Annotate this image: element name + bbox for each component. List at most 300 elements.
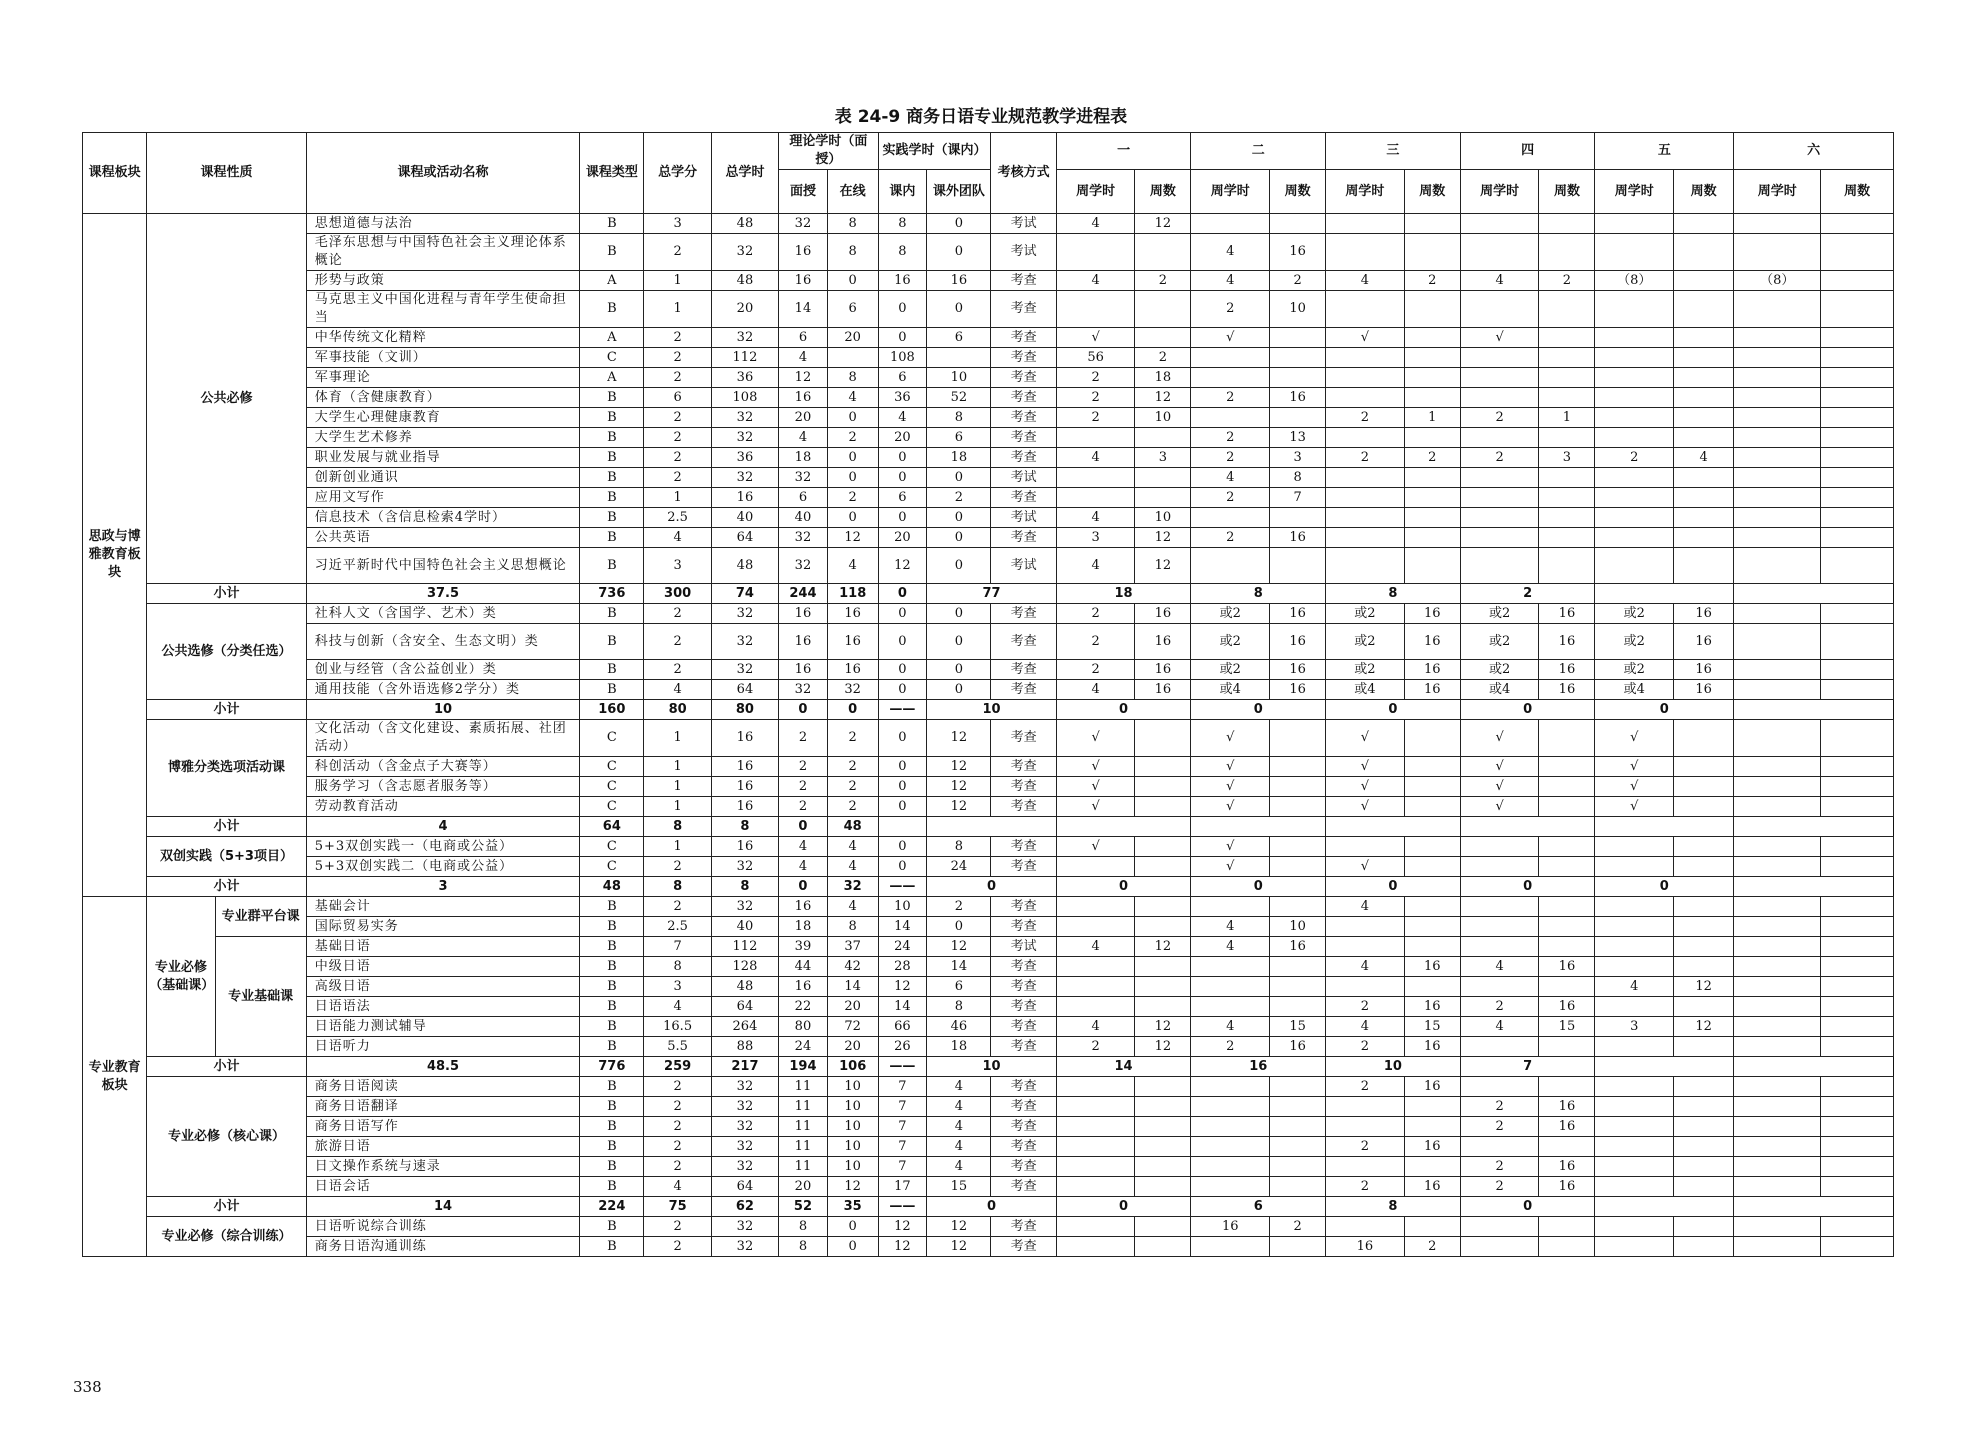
value-cell [1539, 291, 1595, 328]
value-cell [1460, 234, 1539, 271]
value-cell: 4 [1326, 271, 1405, 291]
value-cell [1595, 488, 1674, 508]
value-cell [1404, 857, 1460, 877]
course-name-cell: 军事技能（文训） [306, 348, 579, 368]
course-name-cell: 商务日语翻译 [306, 1097, 579, 1117]
table-row [83, 797, 1894, 817]
value-cell [1326, 837, 1405, 857]
value-cell: 1 [644, 720, 711, 757]
value-cell [1674, 328, 1734, 348]
value-cell [1674, 348, 1734, 368]
value-cell: 2 [1460, 448, 1539, 468]
value-cell [1056, 488, 1135, 508]
header-semester: 六 [1734, 133, 1894, 170]
subtotal-semester-cell [927, 817, 1056, 837]
value-cell: 6 [827, 291, 878, 328]
value-cell: 2 [644, 368, 711, 388]
value-cell: √ [1191, 328, 1270, 348]
value-cell: 2 [644, 660, 711, 680]
value-cell [1539, 548, 1595, 584]
table-row [83, 917, 1894, 937]
value-cell [1734, 837, 1821, 857]
value-cell [1326, 508, 1405, 528]
value-cell: 32 [711, 408, 778, 428]
value-cell [1270, 408, 1326, 428]
value-cell: 14 [878, 917, 927, 937]
header-sub: 周学时 [1056, 170, 1135, 214]
value-cell: 8 [878, 234, 927, 271]
value-cell: 2 [1135, 348, 1191, 368]
course-name-cell: 日语听力 [306, 1037, 579, 1057]
value-cell: 32 [827, 680, 878, 700]
value-cell: B [580, 1017, 644, 1037]
table-row [83, 757, 1894, 777]
value-cell: 7 [878, 1117, 927, 1137]
value-cell: 48 [711, 271, 778, 291]
subtotal-cell: 48 [827, 817, 878, 837]
value-cell: 2 [644, 448, 711, 468]
subtotal-cell: —— [878, 700, 927, 720]
value-cell [1404, 368, 1460, 388]
value-cell: B [580, 548, 644, 584]
value-cell: 1 [644, 488, 711, 508]
value-cell [1595, 1077, 1674, 1097]
subtotal-row [83, 1057, 1894, 1077]
value-cell [1674, 1117, 1734, 1137]
value-cell: 18 [927, 448, 991, 468]
value-cell [1539, 777, 1595, 797]
value-cell [1595, 1037, 1674, 1057]
value-cell: 32 [711, 857, 778, 877]
value-cell: 108 [711, 388, 778, 408]
value-cell: 4 [779, 428, 828, 448]
subtotal-label: 小计 [147, 817, 307, 837]
value-cell: 128 [711, 957, 778, 977]
value-cell: 2 [1191, 488, 1270, 508]
value-cell [1191, 957, 1270, 977]
value-cell: 11 [779, 1157, 828, 1177]
value-cell: 2.5 [644, 508, 711, 528]
value-cell: 2 [1326, 1137, 1405, 1157]
value-cell: 15 [1270, 1017, 1326, 1037]
table-row [83, 660, 1894, 680]
value-cell: 或4 [1595, 680, 1674, 700]
value-cell: 20 [878, 528, 927, 548]
value-cell [1270, 1077, 1326, 1097]
value-cell [1326, 468, 1405, 488]
value-cell [1734, 957, 1821, 977]
course-name-cell: 科创活动（含金点子大赛等） [306, 757, 579, 777]
value-cell: 48 [711, 977, 778, 997]
value-cell [1674, 1077, 1734, 1097]
value-cell: 2 [1326, 448, 1405, 468]
value-cell [1404, 917, 1460, 937]
value-cell [1056, 291, 1135, 328]
value-cell: 0 [927, 624, 991, 660]
value-cell: 4 [927, 1117, 991, 1137]
value-cell [1404, 720, 1460, 757]
value-cell: 0 [878, 680, 927, 700]
value-cell [1135, 1177, 1191, 1197]
subtotal-semester-cell [1326, 817, 1461, 837]
value-cell [1460, 1217, 1539, 1237]
value-cell [1056, 1157, 1135, 1177]
value-cell: 12 [1135, 388, 1191, 408]
value-cell: 32 [711, 468, 778, 488]
value-cell: √ [1056, 837, 1135, 857]
header-name: 课程或活动名称 [306, 133, 579, 214]
value-cell: 32 [779, 468, 828, 488]
value-cell [1821, 917, 1894, 937]
value-cell [1821, 1177, 1894, 1197]
value-cell: A [580, 368, 644, 388]
value-cell [1674, 1037, 1734, 1057]
value-cell: （8） [1734, 271, 1821, 291]
table-row [83, 1097, 1894, 1117]
value-cell: 0 [827, 1217, 878, 1237]
value-cell: C [580, 720, 644, 757]
value-cell: 24 [927, 857, 991, 877]
course-name-cell: 思想道德与法治 [306, 214, 579, 234]
value-cell [1404, 897, 1460, 917]
value-cell: 52 [927, 388, 991, 408]
value-cell [1734, 468, 1821, 488]
value-cell: 7 [878, 1157, 927, 1177]
value-cell [1270, 1237, 1326, 1257]
value-cell: 4 [927, 1077, 991, 1097]
value-cell: （8） [1595, 271, 1674, 291]
value-cell: 4 [1056, 271, 1135, 291]
value-cell: 12 [927, 757, 991, 777]
value-cell [1674, 408, 1734, 428]
value-cell [1821, 1157, 1894, 1177]
value-cell: 16 [1539, 604, 1595, 624]
subtotal-cell: 3 [306, 877, 579, 897]
value-cell: 20 [827, 997, 878, 1017]
value-cell: 12 [1135, 214, 1191, 234]
value-cell: 2 [1460, 1177, 1539, 1197]
subtotal-cell: 80 [711, 700, 778, 720]
value-cell: 80 [779, 1017, 828, 1037]
value-cell: 32 [711, 1117, 778, 1137]
value-cell [1135, 468, 1191, 488]
subtotal-semester-cell: 0 [1056, 1197, 1191, 1217]
value-cell: B [580, 1037, 644, 1057]
course-name-cell: 5+3双创实践一（电商或公益） [306, 837, 579, 857]
value-cell [1821, 757, 1894, 777]
value-cell: 4 [927, 1097, 991, 1117]
value-cell [1539, 757, 1595, 777]
value-cell [1539, 857, 1595, 877]
table-row [83, 624, 1894, 660]
value-cell: 或2 [1326, 604, 1405, 624]
subtotal-cell: 106 [827, 1057, 878, 1077]
value-cell: 1 [1404, 408, 1460, 428]
value-cell [1404, 528, 1460, 548]
value-cell: 2 [1191, 1037, 1270, 1057]
value-cell [1734, 857, 1821, 877]
value-cell: 32 [711, 1077, 778, 1097]
value-cell: 考查 [991, 488, 1056, 508]
value-cell: 16 [779, 388, 828, 408]
value-cell: 7 [644, 937, 711, 957]
subtotal-semester-cell: 10 [927, 700, 1056, 720]
course-name-cell: 商务日语阅读 [306, 1077, 579, 1097]
value-cell: 2 [827, 720, 878, 757]
value-cell: 1 [644, 291, 711, 328]
value-cell: 7 [878, 1097, 927, 1117]
value-cell: 32 [779, 214, 828, 234]
value-cell: 4 [827, 388, 878, 408]
header-sub: 课外团队 [927, 170, 991, 214]
page-number: 338 [73, 1378, 102, 1396]
value-cell [1135, 488, 1191, 508]
value-cell: 16 [1404, 604, 1460, 624]
subtotal-cell: 0 [827, 700, 878, 720]
value-cell [1674, 757, 1734, 777]
value-cell: 0 [878, 757, 927, 777]
value-cell: B [580, 1137, 644, 1157]
value-cell: 3 [1270, 448, 1326, 468]
value-cell: √ [1460, 757, 1539, 777]
value-cell [1821, 720, 1894, 757]
header-sub: 周学时 [1595, 170, 1674, 214]
subtotal-semester-cell [1595, 817, 1734, 837]
value-cell: B [580, 408, 644, 428]
value-cell [1404, 1117, 1460, 1137]
value-cell: 16 [779, 234, 828, 271]
value-cell: 16 [1539, 1157, 1595, 1177]
value-cell: 32 [711, 428, 778, 448]
value-cell: 16 [1270, 528, 1326, 548]
value-cell: B [580, 937, 644, 957]
value-cell [1821, 1217, 1894, 1237]
value-cell [1674, 1217, 1734, 1237]
value-cell: 40 [779, 508, 828, 528]
value-cell: 6 [644, 388, 711, 408]
value-cell: 0 [878, 508, 927, 528]
value-cell: 22 [779, 997, 828, 1017]
value-cell: 考查 [991, 388, 1056, 408]
value-cell [1734, 508, 1821, 528]
value-cell: 15 [1404, 1017, 1460, 1037]
value-cell: 1 [644, 271, 711, 291]
value-cell: 或2 [1595, 604, 1674, 624]
value-cell: 考查 [991, 624, 1056, 660]
table-row [83, 1017, 1894, 1037]
table-row [83, 857, 1894, 877]
value-cell [1056, 917, 1135, 937]
subtotal-semester-cell: 7 [1460, 1057, 1595, 1077]
value-cell: √ [1326, 757, 1405, 777]
value-cell: 7 [878, 1077, 927, 1097]
value-cell [1056, 997, 1135, 1017]
value-cell: 16 [1674, 624, 1734, 660]
value-cell [1326, 977, 1405, 997]
value-cell: 2 [644, 624, 711, 660]
course-name-cell: 科技与创新（含安全、生态文明）类 [306, 624, 579, 660]
value-cell: C [580, 348, 644, 368]
value-cell [1270, 1137, 1326, 1157]
value-cell [1595, 214, 1674, 234]
value-cell: 20 [779, 408, 828, 428]
value-cell: B [580, 488, 644, 508]
value-cell [1734, 488, 1821, 508]
value-cell: 12 [1674, 977, 1734, 997]
value-cell [1135, 428, 1191, 448]
value-cell [1460, 388, 1539, 408]
value-cell: 2 [1460, 997, 1539, 1017]
value-cell: 4 [1460, 1017, 1539, 1037]
value-cell: 2 [1056, 388, 1135, 408]
value-cell: 6 [779, 488, 828, 508]
value-cell [1135, 1137, 1191, 1157]
value-cell: B [580, 1217, 644, 1237]
value-cell: B [580, 917, 644, 937]
value-cell: 16 [1326, 1237, 1405, 1257]
value-cell [1326, 214, 1405, 234]
value-cell: 32 [711, 660, 778, 680]
course-name-cell: 公共英语 [306, 528, 579, 548]
value-cell: 考查 [991, 977, 1056, 997]
value-cell: 10 [1135, 508, 1191, 528]
value-cell: 2 [1595, 448, 1674, 468]
value-cell: 考查 [991, 1217, 1056, 1237]
value-cell [1270, 997, 1326, 1017]
value-cell [1821, 328, 1894, 348]
value-cell [1821, 348, 1894, 368]
header-credits: 总学分 [644, 133, 711, 214]
value-cell: 2 [1404, 1237, 1460, 1257]
value-cell [1404, 1217, 1460, 1237]
value-cell [1734, 937, 1821, 957]
value-cell: B [580, 468, 644, 488]
value-cell: 18 [927, 1037, 991, 1057]
value-cell: B [580, 897, 644, 917]
value-cell: 4 [1056, 1017, 1135, 1037]
value-cell [1539, 720, 1595, 757]
value-cell: 88 [711, 1037, 778, 1057]
table-row [83, 468, 1894, 488]
value-cell [1734, 897, 1821, 917]
value-cell [1404, 214, 1460, 234]
value-cell: 4 [1056, 680, 1135, 700]
value-cell: 考查 [991, 857, 1056, 877]
value-cell: 或4 [1460, 680, 1539, 700]
page-title: 表 24-9 商务日语专业规范教学进程表 [834, 107, 1128, 127]
value-cell [1734, 917, 1821, 937]
value-cell [1674, 214, 1734, 234]
value-cell [1539, 234, 1595, 271]
subtotal-semester-cell: 14 [1056, 1057, 1191, 1077]
header-semester: 一 [1056, 133, 1191, 170]
header-sub: 周学时 [1191, 170, 1270, 214]
subtotal-semester-cell: 8 [1326, 1197, 1461, 1217]
value-cell: 2 [779, 720, 828, 757]
value-cell [1674, 488, 1734, 508]
value-cell [1734, 328, 1821, 348]
value-cell [1595, 328, 1674, 348]
value-cell [1821, 368, 1894, 388]
value-cell: √ [1191, 777, 1270, 797]
section-cell: 专业必修（基础课） [147, 897, 215, 1057]
value-cell: 6 [927, 977, 991, 997]
header-sub: 周数 [1404, 170, 1460, 214]
value-cell [1734, 777, 1821, 797]
value-cell: 12 [927, 720, 991, 757]
subtotal-cell: 259 [644, 1057, 711, 1077]
value-cell [1135, 1157, 1191, 1177]
value-cell: 0 [827, 468, 878, 488]
subtotal-label: 小计 [147, 1197, 307, 1217]
value-cell: B [580, 977, 644, 997]
table-row [83, 328, 1894, 348]
subtotal-semester-cell: 0 [1326, 877, 1461, 897]
table-row [83, 291, 1894, 328]
value-cell: 2 [1270, 271, 1326, 291]
value-cell: 4 [1460, 957, 1539, 977]
header-exam: 考核方式 [991, 133, 1056, 214]
value-cell [1191, 1157, 1270, 1177]
value-cell [1270, 837, 1326, 857]
value-cell [1734, 997, 1821, 1017]
course-name-cell: 马克思主义中国化进程与青年学生使命担当 [306, 291, 579, 328]
value-cell: √ [1326, 797, 1405, 817]
value-cell [1135, 957, 1191, 977]
value-cell: 2 [644, 1217, 711, 1237]
value-cell: 16 [711, 797, 778, 817]
value-cell [1404, 234, 1460, 271]
value-cell [1821, 388, 1894, 408]
value-cell [1460, 937, 1539, 957]
value-cell: 考查 [991, 777, 1056, 797]
value-cell: B [580, 448, 644, 468]
value-cell [1595, 1097, 1674, 1117]
value-cell: 0 [878, 328, 927, 348]
value-cell [1326, 548, 1405, 584]
value-cell [1595, 348, 1674, 368]
value-cell [1270, 777, 1326, 797]
value-cell [1674, 777, 1734, 797]
value-cell: 4 [1056, 508, 1135, 528]
value-cell [1191, 977, 1270, 997]
course-name-cell: 5+3双创实践二（电商或公益） [306, 857, 579, 877]
value-cell: 12 [1674, 1017, 1734, 1037]
subtotal-semester-cell: 0 [1191, 700, 1326, 720]
value-cell: B [580, 1237, 644, 1257]
value-cell: 4 [1191, 234, 1270, 271]
value-cell [1595, 428, 1674, 448]
value-cell [1326, 1117, 1405, 1137]
value-cell: 4 [644, 1177, 711, 1197]
value-cell: 4 [1191, 1017, 1270, 1037]
value-cell [1326, 291, 1405, 328]
value-cell: 16 [1191, 1217, 1270, 1237]
course-name-cell: 劳动教育活动 [306, 797, 579, 817]
value-cell: √ [1191, 797, 1270, 817]
value-cell [1821, 1117, 1894, 1137]
table-body [83, 214, 1894, 1257]
value-cell [1191, 368, 1270, 388]
header-sub: 周学时 [1460, 170, 1539, 214]
value-cell [1734, 234, 1821, 271]
value-cell: C [580, 797, 644, 817]
value-cell [1539, 428, 1595, 448]
value-cell [1734, 797, 1821, 817]
value-cell: 16 [1404, 957, 1460, 977]
value-cell: 64 [711, 528, 778, 548]
course-name-cell: 习近平新时代中国特色社会主义思想概论 [306, 548, 579, 584]
